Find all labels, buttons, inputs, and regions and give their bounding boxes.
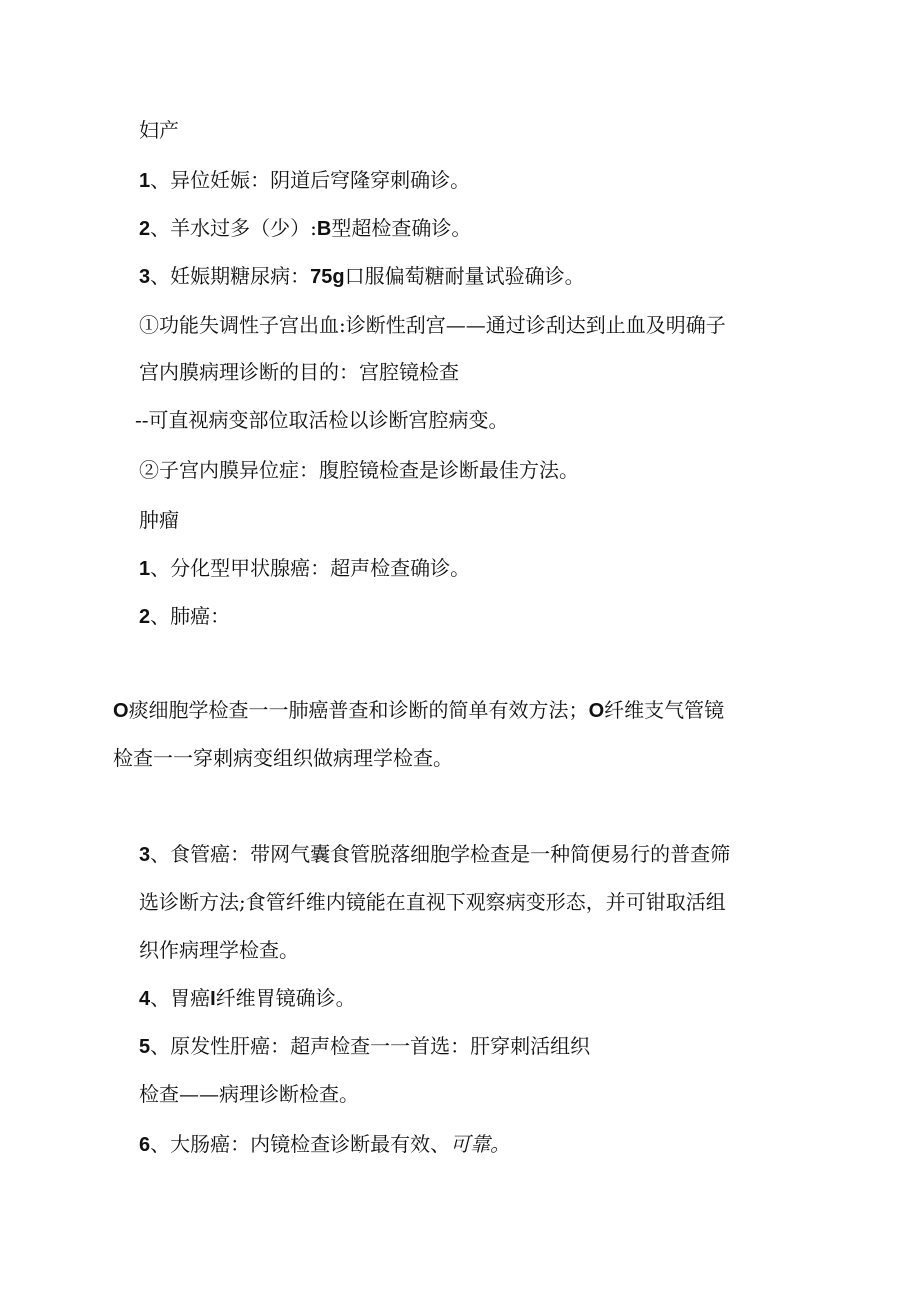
tumor-item-5: 5、原发性肝癌：超声检查一一首选：肝穿刺活组织 <box>139 1034 591 1058</box>
tumor-item-1: 1、分化型甲状腺癌：超声检查确诊。 <box>139 556 471 580</box>
tumor-item-3-line-3: 织作病理学检查。 <box>139 938 299 962</box>
tumor-item-3-line-2: 选诊断方法;食管纤维内镜能在直视下观察病变形态，并可钳取活组 <box>139 890 726 914</box>
obgyn-item-3: 3、妊娠期糖尿病：75g口服偏萄糖耐量试验确诊。 <box>139 264 585 288</box>
tumor-item-2: 2、肺癌： <box>139 604 231 628</box>
tumor-item-6: 6、大肠癌：内镜检查诊断最有效、可靠。 <box>139 1132 511 1156</box>
obgyn-note-1-line-3: --可直视病变部位取活检以诊断宫腔病变。 <box>135 408 509 432</box>
tumor-item-4: 4、胃癌I纤维胃镜确诊。 <box>139 986 356 1010</box>
obgyn-item-1: 1、异位妊娠：阴道后穹隆穿刺确诊。 <box>139 168 471 192</box>
tumor-item-3-line-1: 3、食管癌：带网气囊食管脱落细胞学检查是一种简便易行的普查筛 <box>139 842 731 866</box>
obgyn-note-2: ②子宫内膜异位症：腹腔镜检查是诊断最佳方法。 <box>139 458 579 482</box>
section-heading-tumor: 肿瘤 <box>139 508 179 532</box>
lung-cancer-line-1: O痰细胞学检查一一肺癌普查和诊断的简单有效方法；O纤维支气管镜 <box>113 698 725 722</box>
obgyn-note-1-line-1: ①功能失调性子宫出血:诊断性刮宫——通过诊刮达到止血及明确子 <box>139 313 726 337</box>
section-heading-obgyn: 妇产 <box>139 118 179 142</box>
obgyn-note-1-line-2: 宫内膜病理诊断的目的：宫腔镜检查 <box>139 360 459 384</box>
tumor-item-5-line-2: 检查——病理诊断检查。 <box>139 1082 359 1106</box>
obgyn-item-2: 2、羊水过多（少）:B型超检查确诊。 <box>139 216 472 240</box>
lung-cancer-line-2: 检查一一穿刺病变组织做病理学检查。 <box>113 746 453 770</box>
